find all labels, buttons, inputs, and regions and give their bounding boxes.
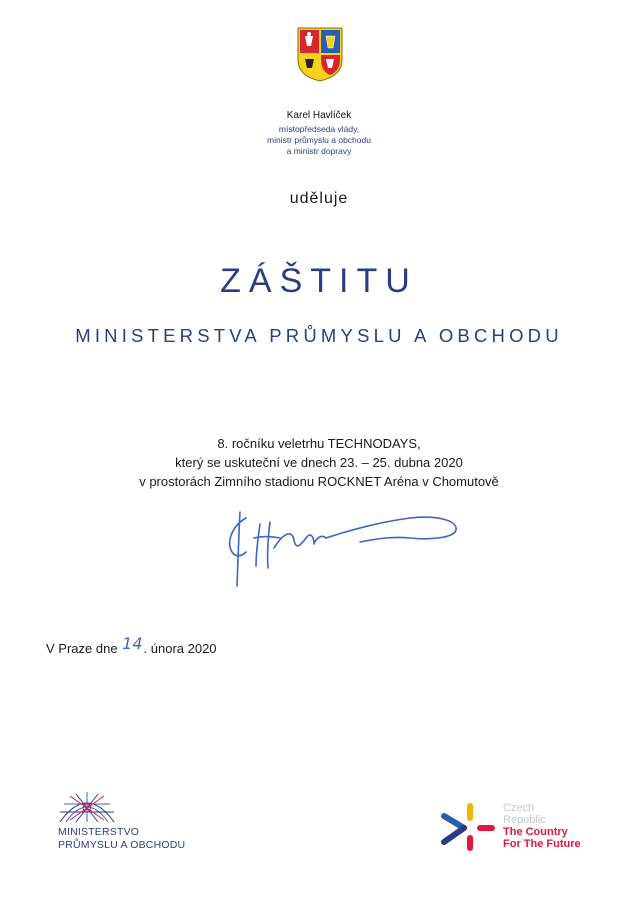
ministry-logo-text: MINISTERSTVO <box>58 826 140 838</box>
country-brand-tagline: The Country <box>503 826 568 838</box>
czech-republic-star-icon <box>440 802 496 852</box>
signer-name: Karel Havlíček <box>286 110 352 121</box>
place-date-prefix: V Praze dne <box>46 641 118 656</box>
event-line: který se uskuteční ve dnech 23. – 25. dubna 2020 <box>175 455 463 470</box>
event-line: 8. ročníku veletrhu TECHNODAYS, <box>217 436 421 451</box>
event-line: v prostorách Zimního stadionu ROCKNET Aréna v Chomutově <box>139 474 499 489</box>
document-title: ZÁŠTITU <box>220 262 418 300</box>
handwritten-day: 14 <box>122 634 143 653</box>
place-date <box>46 634 217 657</box>
signer-role-line: a ministr dopravy <box>286 146 352 156</box>
country-brand-text: Czech <box>503 802 535 814</box>
country-brand-tagline: For The Future <box>503 838 581 850</box>
ministry-logo-text: PRŮMYSLU A OBCHODU <box>58 839 186 851</box>
signature-icon <box>210 508 470 590</box>
signer-role-line: místopředseda vlády, <box>278 124 360 134</box>
ministry-globe-icon <box>56 790 118 824</box>
place-date-suffix: . února 2020 <box>143 641 217 656</box>
document-subtitle: MINISTERSTVA PRŮMYSLU A OBCHODU <box>75 325 563 346</box>
coat-of-arms-icon <box>296 26 344 82</box>
signer-role-line: ministr průmyslu a obchodu <box>267 135 371 145</box>
verb-text: uděluje <box>289 190 349 207</box>
country-brand-text: Republic <box>503 814 546 826</box>
